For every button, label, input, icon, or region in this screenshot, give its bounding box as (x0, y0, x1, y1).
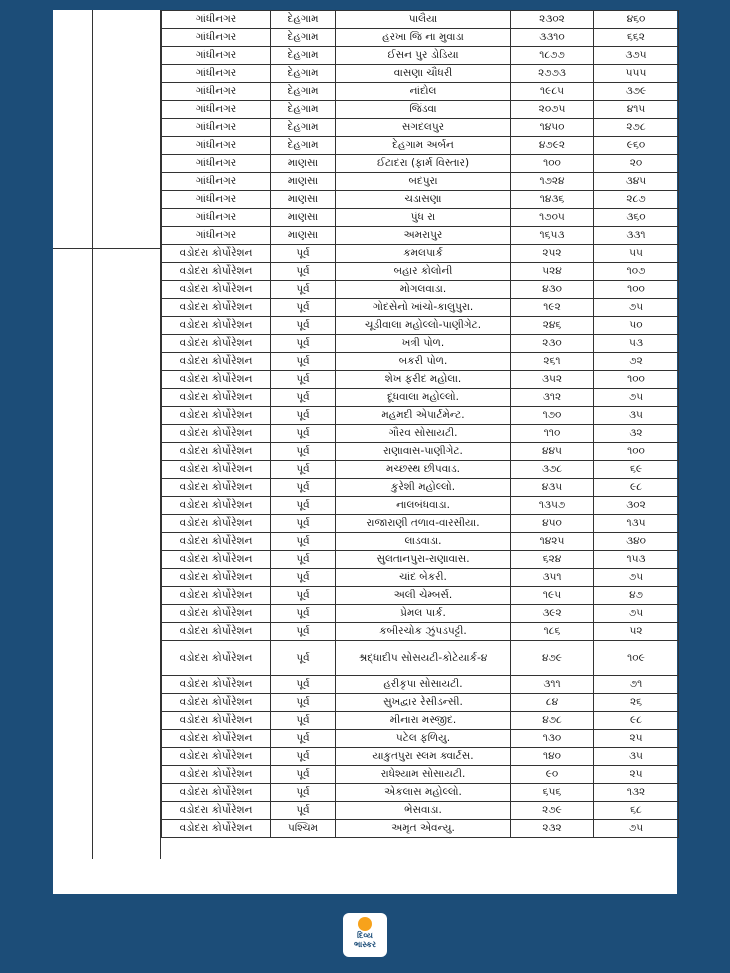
table-row (162, 335, 679, 353)
table-row (162, 83, 679, 101)
table-row (162, 533, 679, 551)
taluka-cell: પૂર્વ (271, 371, 336, 389)
area-cell: અમૃત એવન્યુ. (336, 820, 511, 838)
count-cell: ૪૧૫ (594, 101, 679, 119)
area-cell: ખત્રી પોળ. (336, 335, 511, 353)
population-cell: ૨૭૭૩ (511, 65, 594, 83)
taluka-cell: દેહગામ (271, 101, 336, 119)
area-cell: મોગલવાડા. (336, 281, 511, 299)
table-row (162, 209, 679, 227)
table-row (162, 766, 679, 784)
count-cell: ૪૬૦ (594, 11, 679, 29)
district-cell: વડોદરા કોર્પોરેશન (162, 569, 271, 587)
population-cell: ૫૨૪ (511, 263, 594, 281)
taluka-cell: પૂર્વ (271, 443, 336, 461)
taluka-cell: માણસા (271, 191, 336, 209)
document-page (53, 10, 677, 894)
population-cell: ૨૫૨ (511, 245, 594, 263)
population-cell: ૧૭૦૫ (511, 209, 594, 227)
count-cell: ૫૩ (594, 335, 679, 353)
population-cell: ૧૬૫૩ (511, 227, 594, 245)
table-row (162, 119, 679, 137)
district-cell: વડોદરા કોર્પોરેશન (162, 623, 271, 641)
area-cell: મીનારા મસ્જીદ. (336, 712, 511, 730)
area-cell: કબીરચોક ઝુંપડપટ્ટી. (336, 623, 511, 641)
taluka-cell: પૂર્વ (271, 425, 336, 443)
taluka-cell: પૂર્વ (271, 712, 336, 730)
population-cell: ૪૭૮ (511, 712, 594, 730)
district-cell: વડોદરા કોર્પોરેશન (162, 802, 271, 820)
population-cell: ૧૪૫૦ (511, 119, 594, 137)
population-cell: ૧૯૮૫ (511, 83, 594, 101)
population-cell: ૪૭૯ (511, 641, 594, 676)
table-row (162, 694, 679, 712)
area-cell: બહાર કોલોની (336, 263, 511, 281)
district-cell: વડોદરા કોર્પોરેશન (162, 694, 271, 712)
taluka-cell: પૂર્વ (271, 317, 336, 335)
table-row (162, 407, 679, 425)
table-row (162, 515, 679, 533)
district-cell: વડોદરા કોર્પોરેશન (162, 407, 271, 425)
taluka-cell: પૂર્વ (271, 299, 336, 317)
area-cell: પ્રેમલ પાર્ક. (336, 605, 511, 623)
table-row (162, 820, 679, 838)
table-row (162, 605, 679, 623)
district-cell: વડોદરા કોર્પોરેશન (162, 676, 271, 694)
taluka-cell: દેહગામ (271, 11, 336, 29)
table-row (162, 551, 679, 569)
count-cell: ૨૭૮ (594, 119, 679, 137)
table-row (162, 730, 679, 748)
table-row (162, 641, 679, 676)
area-cell: ચાંદ બેકરી. (336, 569, 511, 587)
count-cell: ૧૦૯ (594, 641, 679, 676)
area-cell: કુરેશી મહોલ્લો. (336, 479, 511, 497)
district-cell: વડોદરા કોર્પોરેશન (162, 299, 271, 317)
divya-bhaskar-logo (343, 913, 387, 957)
count-cell: ૨૫ (594, 766, 679, 784)
containment-area-table (161, 10, 679, 838)
district-cell: વડોદરા કોર્પોરેશન (162, 784, 271, 802)
taluka-cell: પૂર્વ (271, 569, 336, 587)
table-row (162, 11, 679, 29)
taluka-cell: દેહગામ (271, 47, 336, 65)
district-cell: વડોદરા કોર્પોરેશન (162, 479, 271, 497)
table-row (162, 569, 679, 587)
taluka-cell: પૂર્વ (271, 389, 336, 407)
count-cell: ૩૩૧ (594, 227, 679, 245)
table-row (162, 479, 679, 497)
area-cell: મચ્છસ્થ છીપવાડ. (336, 461, 511, 479)
taluka-cell: પૂર્વ (271, 641, 336, 676)
count-cell: ૪૭ (594, 587, 679, 605)
area-cell: ગોદસેનો ખાંચો-કાલુપુરા. (336, 299, 511, 317)
table-body (162, 11, 679, 838)
area-cell: રાણાવાસ-પાણીગેટ. (336, 443, 511, 461)
area-cell: જિંડવા (336, 101, 511, 119)
district-cell: ગાંધીનગર (162, 137, 271, 155)
count-cell: ૩૬૦ (594, 209, 679, 227)
count-cell: ૭૫ (594, 569, 679, 587)
table-row (162, 443, 679, 461)
area-cell: ઈટાદરા (ફાર્મ વિસ્તાર) (336, 155, 511, 173)
table-row (162, 784, 679, 802)
count-cell: ૫૫ (594, 245, 679, 263)
table-row (162, 802, 679, 820)
area-cell: સુખદ્વાર રેસીડન્સી. (336, 694, 511, 712)
table-row (162, 389, 679, 407)
area-cell: હરખા જિ ના મુવાડા (336, 29, 511, 47)
table-row (162, 245, 679, 263)
area-cell: મહમદી એપાર્ટમેન્ટ. (336, 407, 511, 425)
count-cell: ૬૬૨ (594, 29, 679, 47)
population-cell: ૪૩૦ (511, 281, 594, 299)
taluka-cell: પૂર્વ (271, 335, 336, 353)
district-cell: ગાંધીનગર (162, 11, 271, 29)
district-cell: વડોદરા કોર્પોરેશન (162, 371, 271, 389)
population-cell: ૬૫૬ (511, 784, 594, 802)
population-cell: ૨૩૨ (511, 820, 594, 838)
taluka-cell: પૂર્વ (271, 784, 336, 802)
taluka-cell: પૂર્વ (271, 766, 336, 784)
population-cell: ૧૯૫ (511, 587, 594, 605)
district-cell: વડોદરા કોર્પોરેશન (162, 730, 271, 748)
district-cell: ગાંધીનગર (162, 173, 271, 191)
population-cell: ૬૨૪ (511, 551, 594, 569)
taluka-cell: દેહગામ (271, 65, 336, 83)
taluka-cell: પશ્ચિમ (271, 820, 336, 838)
area-cell: સગદલપુર (336, 119, 511, 137)
count-cell: ૬૮ (594, 802, 679, 820)
table-row (162, 101, 679, 119)
taluka-cell: પૂર્વ (271, 263, 336, 281)
count-cell: ૫૨ (594, 623, 679, 641)
area-cell: યાકુતપુરા સ્લમ ક્વાર્ટસ. (336, 748, 511, 766)
district-cell: વડોદરા કોર્પોરેશન (162, 820, 271, 838)
district-cell: ગાંધીનગર (162, 101, 271, 119)
population-cell: ૧૯૨ (511, 299, 594, 317)
area-cell: વાસણા ચૌધરી (336, 65, 511, 83)
table-row (162, 317, 679, 335)
table-row (162, 137, 679, 155)
taluka-cell: પૂર્વ (271, 533, 336, 551)
district-cell: વડોદરા કોર્પોરેશન (162, 587, 271, 605)
count-cell: ૧૫૩ (594, 551, 679, 569)
district-cell: ગાંધીનગર (162, 83, 271, 101)
count-cell: ૧૦૦ (594, 371, 679, 389)
area-cell: સુલતાનપુરા-રાણાવાસ. (336, 551, 511, 569)
area-cell: પટેલ ફળિયુ. (336, 730, 511, 748)
count-cell: ૩૭૫ (594, 47, 679, 65)
rail-divider (92, 10, 93, 859)
group-separator (53, 248, 161, 249)
district-cell: વડોદરા કોર્પોરેશન (162, 641, 271, 676)
count-cell: ૭૫ (594, 820, 679, 838)
population-cell: ૪૩૫ (511, 479, 594, 497)
population-cell: ૧૩૦ (511, 730, 594, 748)
district-cell: વડોદરા કોર્પોરેશન (162, 605, 271, 623)
count-cell: ૭૫ (594, 605, 679, 623)
count-cell: ૧૩૨ (594, 784, 679, 802)
table-row (162, 676, 679, 694)
population-cell: ૧૦૦ (511, 155, 594, 173)
taluka-cell: માણસા (271, 227, 336, 245)
population-cell: ૧૪૨૫ (511, 533, 594, 551)
district-cell: ગાંધીનગર (162, 119, 271, 137)
left-index-columns (53, 10, 161, 859)
district-cell: ગાંધીનગર (162, 65, 271, 83)
area-cell: અલી ચેમ્બર્સ. (336, 587, 511, 605)
count-cell: ૯૬૦ (594, 137, 679, 155)
table-row (162, 425, 679, 443)
population-cell: ૩૧૨ (511, 389, 594, 407)
table-row (162, 299, 679, 317)
area-cell: દેહગામ અર્બન (336, 137, 511, 155)
count-cell: ૩૪૦ (594, 533, 679, 551)
population-cell: ૧૭૦ (511, 407, 594, 425)
taluka-cell: પૂર્વ (271, 623, 336, 641)
population-cell: ૧૧૦ (511, 425, 594, 443)
count-cell: ૨૬ (594, 694, 679, 712)
count-cell: ૩૦૨ (594, 497, 679, 515)
table-row (162, 461, 679, 479)
district-cell: વડોદરા કોર્પોરેશન (162, 353, 271, 371)
district-cell: ગાંધીનગર (162, 209, 271, 227)
area-cell: દૂધવાલા મહોલ્લો. (336, 389, 511, 407)
count-cell: ૫૦ (594, 317, 679, 335)
taluka-cell: પૂર્વ (271, 605, 336, 623)
table-row (162, 65, 679, 83)
count-cell: ૨૫ (594, 730, 679, 748)
table-row (162, 712, 679, 730)
count-cell: ૩૪૫ (594, 173, 679, 191)
population-cell: ૩૫૧ (511, 569, 594, 587)
population-cell: ૧૩૫૭ (511, 497, 594, 515)
taluka-cell: દેહગામ (271, 137, 336, 155)
count-cell: ૧૦૭ (594, 263, 679, 281)
district-cell: વડોદરા કોર્પોરેશન (162, 281, 271, 299)
population-cell: ૯૦ (511, 766, 594, 784)
district-cell: ગાંધીનગર (162, 155, 271, 173)
taluka-cell: પૂર્વ (271, 676, 336, 694)
taluka-cell: માણસા (271, 209, 336, 227)
district-cell: વડોદરા કોર્પોરેશન (162, 515, 271, 533)
area-cell: પુંધ રા (336, 209, 511, 227)
district-cell: વડોદરા કોર્પોરેશન (162, 766, 271, 784)
area-cell: પાલૈયા (336, 11, 511, 29)
population-cell: ૩૧૧ (511, 676, 594, 694)
area-cell: ચૂડીવાલા મહોલ્લો-પાણીગેટ. (336, 317, 511, 335)
table-row (162, 281, 679, 299)
area-cell: હરીકૃપા સોસાયટી. (336, 676, 511, 694)
table-row (162, 263, 679, 281)
taluka-cell: દેહગામ (271, 83, 336, 101)
population-cell: ૪૫૦ (511, 515, 594, 533)
district-cell: વડોદરા કોર્પોરેશન (162, 425, 271, 443)
count-cell: ૩૫ (594, 407, 679, 425)
taluka-cell: પૂર્વ (271, 730, 336, 748)
count-cell: ૧૦૦ (594, 443, 679, 461)
table-row (162, 155, 679, 173)
count-cell: ૩૫ (594, 748, 679, 766)
area-cell: કમલપાર્ક (336, 245, 511, 263)
population-cell: ૨૭૯ (511, 802, 594, 820)
taluka-cell: પૂર્વ (271, 748, 336, 766)
district-cell: વડોદરા કોર્પોરેશન (162, 461, 271, 479)
area-cell: ચડાસણા (336, 191, 511, 209)
taluka-cell: પૂર્વ (271, 802, 336, 820)
taluka-cell: પૂર્વ (271, 245, 336, 263)
count-cell: ૬૯ (594, 461, 679, 479)
population-cell: ૩૯૨ (511, 605, 594, 623)
taluka-cell: પૂર્વ (271, 497, 336, 515)
district-cell: વડોદરા કોર્પોરેશન (162, 335, 271, 353)
table-row (162, 748, 679, 766)
area-cell: શ્રદ્ધાદીપ સોસયટી-કોટેયાર્ક-૪ (336, 641, 511, 676)
taluka-cell: પૂર્વ (271, 461, 336, 479)
count-cell: ૧૩૫ (594, 515, 679, 533)
district-cell: વડોદરા કોર્પોરેશન (162, 389, 271, 407)
population-cell: ૮૪ (511, 694, 594, 712)
taluka-cell: દેહગામ (271, 119, 336, 137)
count-cell: ૩૭૯ (594, 83, 679, 101)
area-cell: બકરી પોળ. (336, 353, 511, 371)
taluka-cell: પૂર્વ (271, 281, 336, 299)
district-cell: વડોદરા કોર્પોરેશન (162, 245, 271, 263)
table-row (162, 173, 679, 191)
area-cell: લાડવાડા. (336, 533, 511, 551)
district-cell: વડોદરા કોર્પોરેશન (162, 263, 271, 281)
area-cell: રાધેશ્યામ સોસાયટી. (336, 766, 511, 784)
taluka-cell: પૂર્વ (271, 353, 336, 371)
count-cell: ૫૫૫ (594, 65, 679, 83)
area-cell: બદપુરા (336, 173, 511, 191)
area-cell: નાલબંધવાડા. (336, 497, 511, 515)
count-cell: ૭૧ (594, 676, 679, 694)
taluka-cell: પૂર્વ (271, 479, 336, 497)
population-cell: ૨૩૦ (511, 335, 594, 353)
population-cell: ૨૩૦૨ (511, 11, 594, 29)
area-cell: ઈસન પુર ડોડિયા (336, 47, 511, 65)
taluka-cell: પૂર્વ (271, 515, 336, 533)
district-cell: વડોદરા કોર્પોરેશન (162, 533, 271, 551)
table-row (162, 497, 679, 515)
count-cell: ૨૮૭ (594, 191, 679, 209)
area-cell: નાંદોલ (336, 83, 511, 101)
district-cell: ગાંધીનગર (162, 29, 271, 47)
taluka-cell: માણસા (271, 155, 336, 173)
count-cell: ૭૨ (594, 353, 679, 371)
area-cell: અમરાપુર (336, 227, 511, 245)
population-cell: ૨૦૭૫ (511, 101, 594, 119)
population-cell: ૩૫૨ (511, 371, 594, 389)
district-cell: વડોદરા કોર્પોરેશન (162, 748, 271, 766)
count-cell: ૭૫ (594, 389, 679, 407)
district-cell: ગાંધીનગર (162, 227, 271, 245)
table-row (162, 47, 679, 65)
population-cell: ૩૩૧૦ (511, 29, 594, 47)
table-row (162, 227, 679, 245)
taluka-cell: માણસા (271, 173, 336, 191)
taluka-cell: દેહગામ (271, 29, 336, 47)
population-cell: ૧૪૩૬ (511, 191, 594, 209)
district-cell: વડોદરા કોર્પોરેશન (162, 497, 271, 515)
logo-line1: દિવ્ય (357, 931, 373, 940)
population-cell: ૧૭૨૪ (511, 173, 594, 191)
population-cell: ૩૭૮ (511, 461, 594, 479)
population-cell: ૧૮૭૭ (511, 47, 594, 65)
taluka-cell: પૂર્વ (271, 587, 336, 605)
taluka-cell: પૂર્વ (271, 407, 336, 425)
population-cell: ૨૬૧ (511, 353, 594, 371)
district-cell: વડોદરા કોર્પોરેશન (162, 443, 271, 461)
count-cell: ૩૨ (594, 425, 679, 443)
count-cell: ૯૮ (594, 712, 679, 730)
table-row (162, 623, 679, 641)
count-cell: ૯૮ (594, 479, 679, 497)
area-cell: એકલાસ મહોલ્લો. (336, 784, 511, 802)
count-cell: ૧૦૦ (594, 281, 679, 299)
population-cell: ૪૪૫ (511, 443, 594, 461)
population-cell: ૨૪૬ (511, 317, 594, 335)
area-cell: રાજારાણી તળાવ-વારસીયા. (336, 515, 511, 533)
count-cell: ૭૫ (594, 299, 679, 317)
table-row (162, 353, 679, 371)
area-cell: ગૌરવ સોસાયટી. (336, 425, 511, 443)
district-cell: ગાંધીનગર (162, 191, 271, 209)
district-cell: વડોદરા કોર્પોરેશન (162, 551, 271, 569)
taluka-cell: પૂર્વ (271, 551, 336, 569)
table-row (162, 371, 679, 389)
district-cell: વડોદરા કોર્પોરેશન (162, 317, 271, 335)
population-cell: ૪૭૯૨ (511, 137, 594, 155)
area-cell: ભેસવાડા. (336, 802, 511, 820)
district-cell: વડોદરા કોર્પોરેશન (162, 712, 271, 730)
logo-line2: ભાસ્કર (353, 940, 377, 949)
table-row (162, 29, 679, 47)
taluka-cell: પૂર્વ (271, 694, 336, 712)
table-row (162, 587, 679, 605)
district-cell: ગાંધીનગર (162, 47, 271, 65)
table-row (162, 191, 679, 209)
sun-icon (358, 917, 372, 931)
area-cell: શેખ ફરીદ મહોલા. (336, 371, 511, 389)
population-cell: ૧૪૦ (511, 748, 594, 766)
count-cell: ૨૦ (594, 155, 679, 173)
population-cell: ૧૮૬ (511, 623, 594, 641)
